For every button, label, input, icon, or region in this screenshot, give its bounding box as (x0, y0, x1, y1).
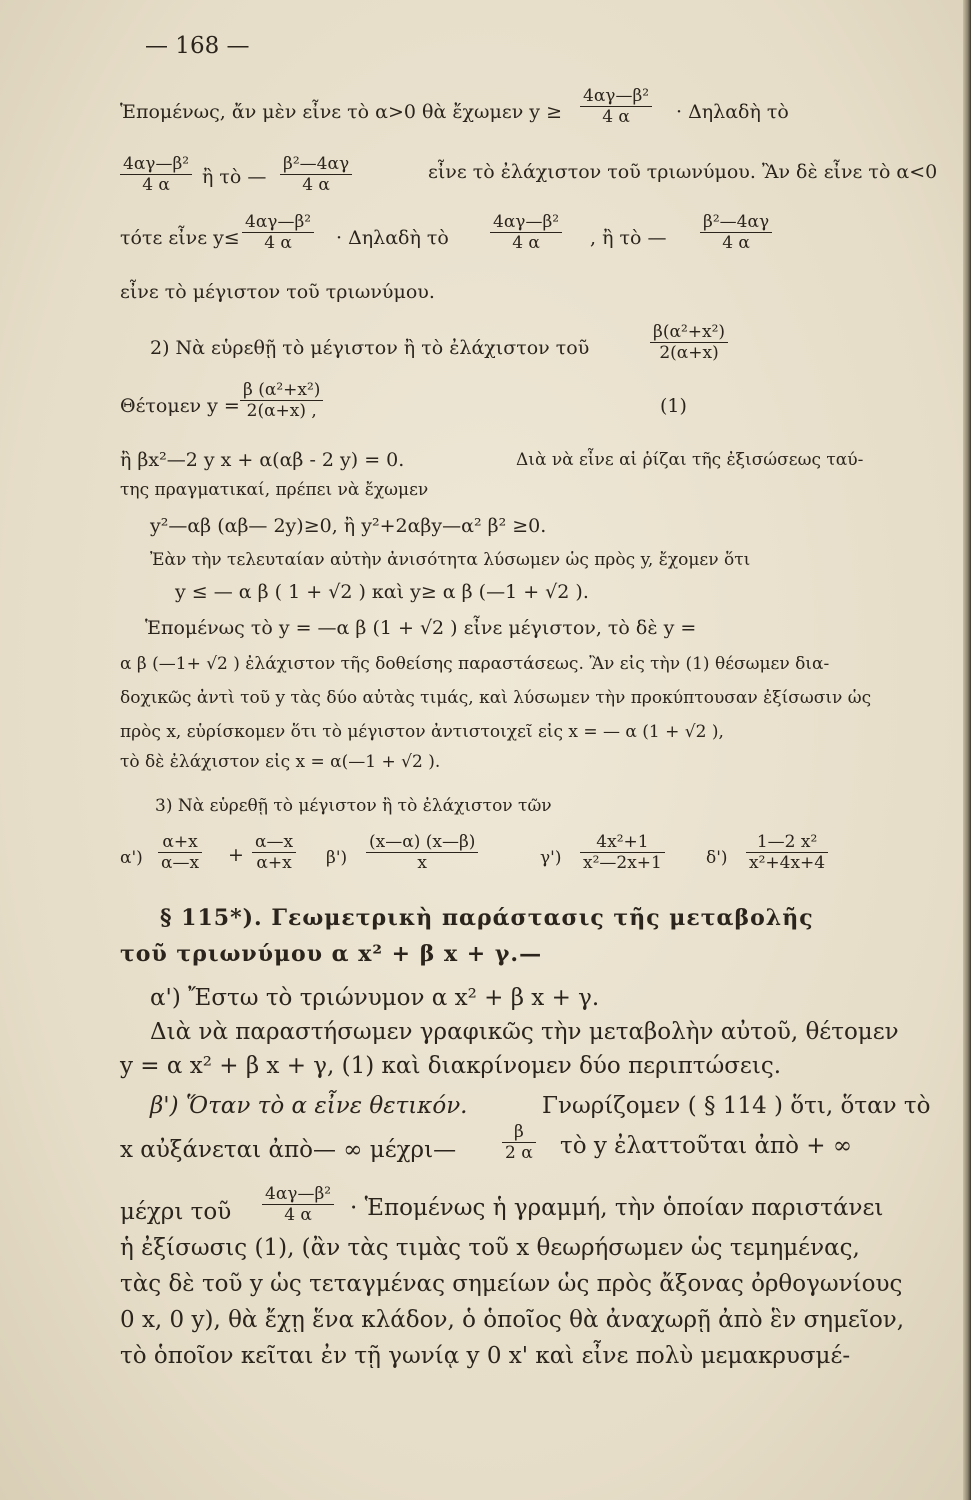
numerator: β (502, 1122, 536, 1143)
section-heading: τοῦ τριωνύμου α x² + β x + γ.— (120, 941, 543, 967)
label: α') (120, 848, 143, 868)
numerator: 4αγ—β² (120, 154, 192, 175)
fraction (158, 832, 202, 873)
text-line: Γνωρίζομεν ( § 114 ) ὅτι, ὅταν τὸ (542, 1093, 931, 1119)
text-line: τὸ ὁποῖον κεῖται ἐν τῇ γωνίᾳ y 0 x' καὶ εἶνε πολὺ μεμακρυσμέ- (120, 1343, 851, 1369)
text-line: x αὐξάνεται ἀπὸ— ∞ μέχρι— (120, 1137, 457, 1163)
fraction (746, 832, 828, 873)
numerator: 4αγ—β² (490, 212, 562, 233)
numerator: 4x²+1 (580, 832, 665, 853)
denominator: 2 α (505, 1143, 533, 1163)
denominator: x²+4x+4 (749, 853, 826, 873)
text-line: πρὸς x, εὑρίσκομεν ὅτι τὸ μέγιστον ἀντιστοιχεῖ εἰς x = — α (1 + √2 ), (120, 722, 724, 742)
fraction (502, 1122, 536, 1163)
text-line: 0 x, 0 y), θὰ ἔχῃ ἕνα κλάδον, ὁ ὁποῖος θὰ ἀναχωρῇ ἀπὸ ἓν σημεῖον, (120, 1307, 905, 1333)
fraction (580, 86, 652, 127)
denominator: 4 α (602, 107, 630, 127)
text-line: Ἑπομένως τὸ y = —α β (1 + √2 ) εἶνε μέγιστον, τὸ δὲ y = (145, 617, 697, 639)
label: δ') (706, 848, 728, 868)
plus-sign: + (228, 844, 244, 866)
fraction (366, 832, 478, 873)
section-heading: § 115*). Γεωμετρικὴ παράστασις τῆς μεταβολῆς (160, 905, 814, 931)
text-line: δοχικῶς ἀντὶ τοῦ y τὰς δύο αὐτὰς τιμάς, καὶ λύσωμεν τὴν προκύπτουσαν ἐξίσωσιν ὡς (120, 688, 872, 708)
equation-line: y²—αβ (αβ— 2y)≥0, ἢ y²+2αβy—α² β² ≥0. (150, 515, 547, 537)
fraction (252, 832, 296, 873)
numerator: 4αγ—β² (242, 212, 314, 233)
text-line: · Ἑπομένως ἡ γραμμή, τὴν ὁποίαν παριστάνει (350, 1195, 884, 1221)
text-line: τότε εἶνε y≤ (120, 227, 240, 249)
text-line: , ἢ τὸ — (590, 227, 667, 249)
numerator: β(α²+x²) (650, 322, 728, 343)
fraction (240, 380, 323, 421)
text-line: Διὰ νὰ παραστήσωμεν γραφικῶς τὴν μεταβολὴν αὐτοῦ, θέτομεν (150, 1019, 899, 1045)
page-number: — 168 — (145, 33, 250, 59)
numerator: 1—2 x² (746, 832, 828, 853)
denominator: 2(α+x) , (246, 401, 317, 421)
denominator: α—x (161, 853, 200, 873)
denominator: 4 α (284, 1205, 312, 1225)
numerator: β²—4αγ (280, 154, 352, 175)
text-line: Διὰ νὰ εἶνε αἱ ῥίζαι τῆς ἐξισώσεως ταύ- (516, 450, 864, 470)
fraction (242, 212, 314, 253)
text-line: εἶνε τὸ μέγιστον τοῦ τριωνύμου. (120, 281, 435, 303)
denominator: 4 α (302, 175, 330, 195)
text-line: εἶνε τὸ ἐλάχιστον τοῦ τριωνύμου. Ἂν δὲ εἶνε τὸ α<0 (428, 161, 938, 183)
denominator: 4 α (264, 233, 292, 253)
numerator: (x—α) (x—β) (366, 832, 478, 853)
fraction (262, 1184, 334, 1225)
numerator: α+x (158, 832, 202, 853)
text-line: τὸ δὲ ἐλάχιστον εἰς x = α(—1 + √2 ). (120, 752, 441, 772)
denominator: 4 α (722, 233, 750, 253)
denominator: α+x (256, 853, 292, 873)
label: β') (326, 848, 348, 868)
text-line: ἢ βx²—2 y x + α(αβ - 2 y) = 0. (120, 449, 405, 471)
text-line: (1) (660, 395, 687, 417)
denominator: 4 α (142, 175, 170, 195)
fraction (650, 322, 728, 363)
fraction (580, 832, 665, 873)
numerator: 4αγ—β² (580, 86, 652, 107)
text-line: y = α x² + β x + γ, (1) καὶ διακρίνομεν δύο περιπτώσεις. (120, 1053, 782, 1079)
denominator: x²—2x+1 (583, 853, 662, 873)
text-line: Ἑπομένως, ἄν μὲν εἶνε τὸ α>0 θὰ ἔχωμεν y ≥ (120, 101, 563, 123)
numerator: 4αγ—β² (262, 1184, 334, 1205)
text-line: · Δηλαδὴ τὸ (336, 227, 449, 249)
numerator: β²—4αγ (700, 212, 772, 233)
numerator: β (α²+x²) (240, 380, 323, 401)
text-line: β') Ὅταν τὸ α εἶνε θετικόν. (150, 1093, 468, 1119)
text-line: ἡ ἐξίσωσις (1), (ἂν τὰς τιμὰς τοῦ x θεωρήσωμεν ὡς τεμημένας, (120, 1235, 860, 1261)
denominator: 2(α+x) (659, 343, 719, 363)
equation-line: y ≤ — α β ( 1 + √2 ) καὶ y≥ α β (—1 + √2 ). (175, 581, 589, 603)
text-line: της πραγματικαί, πρέπει νὰ ἔχωμεν (120, 480, 429, 500)
text-line: Ἐὰν τὴν τελευταίαν αὐτὴν ἀνισότητα λύσωμεν ὡς πρὸς y, ἔχομεν ὅτι (150, 550, 751, 570)
label: γ') (540, 848, 562, 868)
text-line: Θέτομεν y = (120, 395, 240, 417)
text-line: · Δηλαδὴ τὸ (676, 101, 789, 123)
denominator: 4 α (512, 233, 540, 253)
text-line: α') Ἔστω τὸ τριώνυμον α x² + β x + γ. (150, 985, 600, 1011)
fraction (120, 154, 192, 195)
fraction (280, 154, 352, 195)
fraction (700, 212, 772, 253)
text-line: 3) Νὰ εὑρεθῇ τὸ μέγιστον ἢ τὸ ἐλάχιστον τῶν (155, 796, 552, 816)
numerator: α—x (252, 832, 296, 853)
text-line: τὸ y ἐλαττοῦται ἀπὸ + ∞ (560, 1133, 853, 1159)
text-line: 2) Νὰ εὑρεθῇ τὸ μέγιστον ἢ τὸ ἐλάχιστον τοῦ (150, 337, 590, 359)
text-line: α β (—1+ √2 ) ἐλάχιστον τῆς δοθείσης παραστάσεως. Ἂν εἰς τὴν (1) θέσωμεν δια- (120, 654, 830, 674)
denominator: x (417, 853, 427, 873)
page-edge (963, 0, 971, 1500)
text-line: ἢ τὸ — (202, 166, 267, 188)
text-line: τὰς δὲ τοῦ y ὡς τεταγμένας σημείων ὡς πρὸς ἄξονας ὀρθογωνίους (120, 1271, 903, 1297)
text-line: μέχρι τοῦ (120, 1199, 232, 1225)
fraction (490, 212, 562, 253)
